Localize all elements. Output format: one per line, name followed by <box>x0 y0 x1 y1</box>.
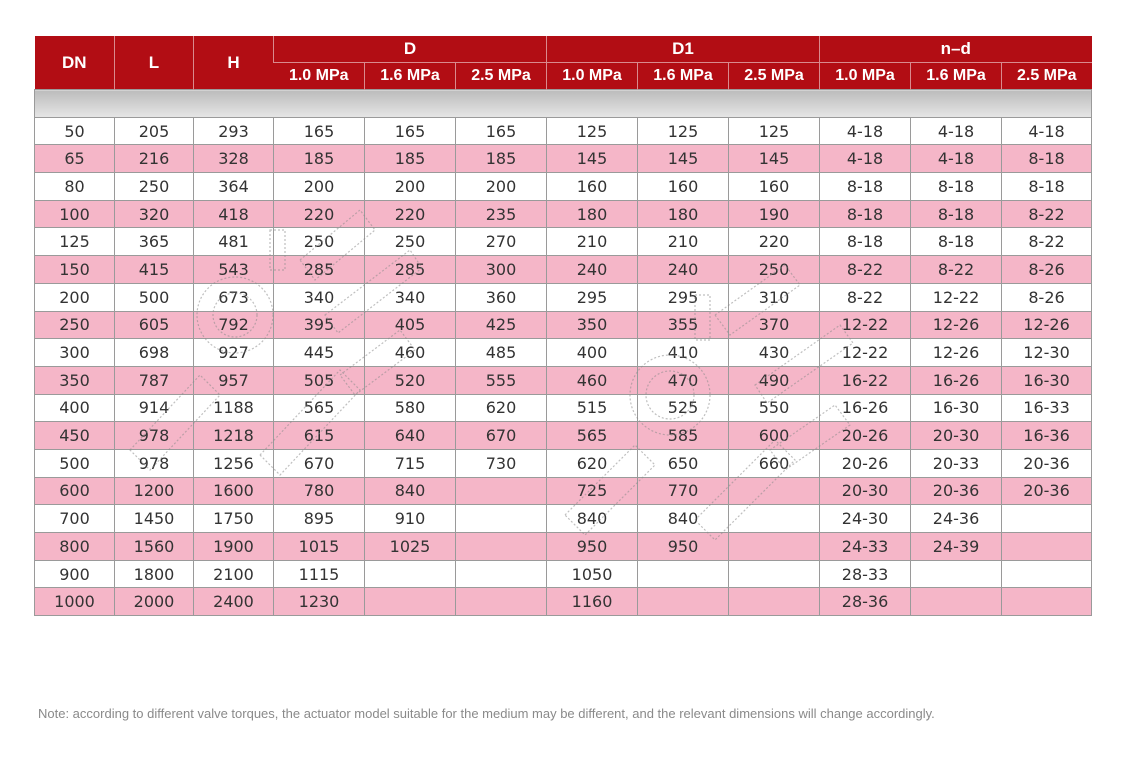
cell-d1-1-6: 585 <box>638 422 729 450</box>
cell-d1-1-0: 1050 <box>547 560 638 588</box>
footnote: Note: according to different valve torques, the actuator model suitable for the medium may be different, and the relevant dimensions will change accordingly. <box>38 706 935 721</box>
cell-d-1-0: 185 <box>274 145 365 173</box>
cell-d-1-0: 285 <box>274 256 365 284</box>
cell-dn: 100 <box>35 200 115 228</box>
cell-dn: 80 <box>35 173 115 201</box>
cell-d1-1-0: 725 <box>547 477 638 505</box>
cell-d1-1-0: 295 <box>547 283 638 311</box>
cell-l: 1560 <box>115 533 194 561</box>
cell-dn: 600 <box>35 477 115 505</box>
cell-h: 1256 <box>194 449 274 477</box>
cell-d-1-0: 165 <box>274 117 365 145</box>
header-nd-pressure: 1.0 MPa <box>820 63 911 90</box>
table-row <box>35 117 1092 145</box>
cell-nd-1-0: 16-26 <box>820 394 911 422</box>
table-row <box>35 366 1092 394</box>
header-shadow-divider <box>35 90 1092 118</box>
cell-h: 927 <box>194 339 274 367</box>
cell-h: 2100 <box>194 560 274 588</box>
cell-nd-2-5: 8-22 <box>1002 200 1092 228</box>
cell-nd-2-5: 20-36 <box>1002 449 1092 477</box>
cell-d1-2-5: 550 <box>729 394 820 422</box>
cell-h: 364 <box>194 173 274 201</box>
header-nd-pressure: 1.6 MPa <box>911 63 1002 90</box>
table-row <box>35 588 1092 616</box>
cell-nd-1-6: 20-30 <box>911 422 1002 450</box>
cell-h: 2400 <box>194 588 274 616</box>
cell-d-1-0: 445 <box>274 339 365 367</box>
header-d1-pressure: 1.6 MPa <box>638 63 729 90</box>
cell-d-1-6: 580 <box>365 394 456 422</box>
cell-d1-1-0: 125 <box>547 117 638 145</box>
cell-d-2-5: 185 <box>456 145 547 173</box>
cell-nd-1-6: 4-18 <box>911 145 1002 173</box>
cell-d1-1-0: 460 <box>547 366 638 394</box>
cell-d1-2-5: 145 <box>729 145 820 173</box>
cell-d-1-0: 780 <box>274 477 365 505</box>
cell-h: 792 <box>194 311 274 339</box>
cell-d1-1-0: 565 <box>547 422 638 450</box>
cell-dn: 50 <box>35 117 115 145</box>
table-row <box>35 228 1092 256</box>
cell-d1-2-5: 160 <box>729 173 820 201</box>
cell-d-2-5: 425 <box>456 311 547 339</box>
cell-d-1-0: 505 <box>274 366 365 394</box>
cell-d-1-6: 250 <box>365 228 456 256</box>
cell-l: 978 <box>115 449 194 477</box>
cell-nd-2-5: 16-30 <box>1002 366 1092 394</box>
cell-nd-1-6: 16-30 <box>911 394 1002 422</box>
header-d1-pressure: 2.5 MPa <box>729 63 820 90</box>
cell-d-1-6 <box>365 560 456 588</box>
cell-h: 1900 <box>194 533 274 561</box>
cell-d-1-6: 405 <box>365 311 456 339</box>
cell-nd-2-5: 8-18 <box>1002 173 1092 201</box>
cell-d1-1-6: 950 <box>638 533 729 561</box>
cell-d1-1-6: 180 <box>638 200 729 228</box>
header-nd-pressure: 2.5 MPa <box>1002 63 1092 90</box>
cell-h: 1218 <box>194 422 274 450</box>
header-dn: DN <box>35 36 115 90</box>
table-row <box>35 449 1092 477</box>
cell-d1-1-0: 145 <box>547 145 638 173</box>
cell-nd-1-6: 12-26 <box>911 339 1002 367</box>
cell-nd-1-0: 24-33 <box>820 533 911 561</box>
cell-l: 1200 <box>115 477 194 505</box>
cell-nd-1-6: 20-36 <box>911 477 1002 505</box>
cell-d-2-5: 620 <box>456 394 547 422</box>
cell-d-1-6: 460 <box>365 339 456 367</box>
cell-h: 673 <box>194 283 274 311</box>
cell-h: 293 <box>194 117 274 145</box>
cell-nd-2-5 <box>1002 533 1092 561</box>
cell-d-1-0: 340 <box>274 283 365 311</box>
header-d-pressure: 1.6 MPa <box>365 63 456 90</box>
cell-d-1-0: 615 <box>274 422 365 450</box>
cell-nd-1-6: 24-39 <box>911 533 1002 561</box>
cell-d-1-6: 285 <box>365 256 456 284</box>
cell-d-2-5: 360 <box>456 283 547 311</box>
cell-d-2-5: 555 <box>456 366 547 394</box>
cell-d1-2-5: 125 <box>729 117 820 145</box>
cell-nd-1-0: 16-22 <box>820 366 911 394</box>
cell-d1-1-0: 950 <box>547 533 638 561</box>
table-row <box>35 145 1092 173</box>
cell-dn: 700 <box>35 505 115 533</box>
cell-h: 328 <box>194 145 274 173</box>
cell-d-1-0: 1015 <box>274 533 365 561</box>
table-row <box>35 200 1092 228</box>
cell-dn: 1000 <box>35 588 115 616</box>
cell-d-1-0: 1115 <box>274 560 365 588</box>
header-d1-pressure: 1.0 MPa <box>547 63 638 90</box>
cell-d1-2-5 <box>729 588 820 616</box>
cell-dn: 900 <box>35 560 115 588</box>
cell-nd-1-0: 8-18 <box>820 173 911 201</box>
cell-nd-1-0: 28-36 <box>820 588 911 616</box>
cell-nd-1-0: 20-30 <box>820 477 911 505</box>
cell-nd-1-0: 8-18 <box>820 228 911 256</box>
cell-nd-1-6: 24-36 <box>911 505 1002 533</box>
cell-d1-1-6: 650 <box>638 449 729 477</box>
table-header <box>35 36 1092 90</box>
cell-d1-1-6: 410 <box>638 339 729 367</box>
cell-nd-1-0: 24-30 <box>820 505 911 533</box>
cell-l: 605 <box>115 311 194 339</box>
cell-h: 957 <box>194 366 274 394</box>
cell-nd-1-6: 8-22 <box>911 256 1002 284</box>
cell-nd-1-0: 8-22 <box>820 256 911 284</box>
cell-h: 1188 <box>194 394 274 422</box>
cell-d1-2-5: 490 <box>729 366 820 394</box>
cell-d1-1-6: 525 <box>638 394 729 422</box>
cell-d1-2-5: 310 <box>729 283 820 311</box>
cell-d-1-0: 395 <box>274 311 365 339</box>
cell-d1-1-6 <box>638 588 729 616</box>
cell-nd-2-5: 12-30 <box>1002 339 1092 367</box>
cell-d-1-6: 185 <box>365 145 456 173</box>
cell-d-2-5: 200 <box>456 173 547 201</box>
cell-nd-2-5 <box>1002 505 1092 533</box>
cell-d-2-5 <box>456 588 547 616</box>
cell-d-1-0: 220 <box>274 200 365 228</box>
cell-d1-1-0: 840 <box>547 505 638 533</box>
cell-d1-1-6: 210 <box>638 228 729 256</box>
cell-d1-1-6: 770 <box>638 477 729 505</box>
table-row <box>35 560 1092 588</box>
cell-d-2-5: 300 <box>456 256 547 284</box>
cell-d1-1-0: 400 <box>547 339 638 367</box>
cell-d1-2-5 <box>729 505 820 533</box>
cell-l: 978 <box>115 422 194 450</box>
cell-h: 1750 <box>194 505 274 533</box>
cell-d1-1-0: 1160 <box>547 588 638 616</box>
cell-d1-1-6: 145 <box>638 145 729 173</box>
table-row <box>35 422 1092 450</box>
cell-dn: 450 <box>35 422 115 450</box>
cell-d-2-5: 730 <box>456 449 547 477</box>
cell-d1-1-0: 180 <box>547 200 638 228</box>
table-row <box>35 477 1092 505</box>
cell-d1-1-6: 240 <box>638 256 729 284</box>
cell-nd-2-5: 8-26 <box>1002 256 1092 284</box>
cell-l: 914 <box>115 394 194 422</box>
cell-d-1-6 <box>365 588 456 616</box>
cell-d1-2-5 <box>729 477 820 505</box>
cell-d-1-6: 165 <box>365 117 456 145</box>
cell-d1-2-5: 600 <box>729 422 820 450</box>
table-row <box>35 256 1092 284</box>
header-l: L <box>115 36 194 90</box>
cell-d-1-0: 895 <box>274 505 365 533</box>
header-group-d1: D1 <box>547 36 820 63</box>
cell-d1-1-0: 350 <box>547 311 638 339</box>
cell-l: 216 <box>115 145 194 173</box>
cell-l: 787 <box>115 366 194 394</box>
cell-nd-1-0: 12-22 <box>820 339 911 367</box>
cell-dn: 150 <box>35 256 115 284</box>
cell-nd-2-5: 12-26 <box>1002 311 1092 339</box>
cell-dn: 300 <box>35 339 115 367</box>
cell-dn: 400 <box>35 394 115 422</box>
header-d-pressure: 1.0 MPa <box>274 63 365 90</box>
cell-d1-1-0: 210 <box>547 228 638 256</box>
cell-l: 320 <box>115 200 194 228</box>
cell-nd-1-6: 12-22 <box>911 283 1002 311</box>
cell-d-2-5: 485 <box>456 339 547 367</box>
cell-d-1-0: 250 <box>274 228 365 256</box>
cell-d1-2-5: 220 <box>729 228 820 256</box>
header-group-nd: n–d <box>820 36 1092 63</box>
cell-d1-1-6: 125 <box>638 117 729 145</box>
cell-d-1-6: 910 <box>365 505 456 533</box>
cell-d-1-0: 200 <box>274 173 365 201</box>
cell-dn: 125 <box>35 228 115 256</box>
cell-l: 415 <box>115 256 194 284</box>
table-row <box>35 505 1092 533</box>
cell-d1-1-0: 620 <box>547 449 638 477</box>
cell-nd-1-0: 4-18 <box>820 117 911 145</box>
cell-d-2-5: 235 <box>456 200 547 228</box>
cell-dn: 250 <box>35 311 115 339</box>
cell-nd-1-0: 12-22 <box>820 311 911 339</box>
cell-nd-2-5: 4-18 <box>1002 117 1092 145</box>
cell-l: 500 <box>115 283 194 311</box>
cell-nd-1-0: 8-18 <box>820 200 911 228</box>
cell-d1-1-0: 240 <box>547 256 638 284</box>
cell-h: 481 <box>194 228 274 256</box>
cell-nd-1-6: 4-18 <box>911 117 1002 145</box>
cell-d1-1-6: 840 <box>638 505 729 533</box>
cell-d-1-6: 340 <box>365 283 456 311</box>
cell-d-1-0: 565 <box>274 394 365 422</box>
cell-l: 205 <box>115 117 194 145</box>
header-group-d: D <box>274 36 547 63</box>
cell-d-2-5 <box>456 533 547 561</box>
table-row <box>35 311 1092 339</box>
cell-d-1-6: 220 <box>365 200 456 228</box>
table-row <box>35 283 1092 311</box>
cell-h: 1600 <box>194 477 274 505</box>
cell-nd-1-0: 8-22 <box>820 283 911 311</box>
cell-dn: 200 <box>35 283 115 311</box>
cell-d-1-6: 520 <box>365 366 456 394</box>
cell-d-2-5 <box>456 477 547 505</box>
cell-nd-1-6: 8-18 <box>911 200 1002 228</box>
cell-d1-1-0: 160 <box>547 173 638 201</box>
cell-d1-1-6: 355 <box>638 311 729 339</box>
cell-d-1-0: 1230 <box>274 588 365 616</box>
cell-d1-2-5: 660 <box>729 449 820 477</box>
cell-d1-1-6 <box>638 560 729 588</box>
cell-d1-2-5: 430 <box>729 339 820 367</box>
cell-nd-1-0: 20-26 <box>820 422 911 450</box>
table-body <box>35 90 1092 616</box>
cell-nd-2-5: 8-18 <box>1002 145 1092 173</box>
cell-d-2-5 <box>456 505 547 533</box>
cell-dn: 500 <box>35 449 115 477</box>
cell-d-2-5: 670 <box>456 422 547 450</box>
cell-nd-2-5 <box>1002 560 1092 588</box>
cell-dn: 65 <box>35 145 115 173</box>
cell-d-1-6: 200 <box>365 173 456 201</box>
cell-nd-1-6: 8-18 <box>911 173 1002 201</box>
table-row <box>35 173 1092 201</box>
cell-l: 365 <box>115 228 194 256</box>
cell-d-2-5 <box>456 560 547 588</box>
cell-d1-1-0: 515 <box>547 394 638 422</box>
cell-dn: 350 <box>35 366 115 394</box>
cell-h: 543 <box>194 256 274 284</box>
cell-d-2-5: 270 <box>456 228 547 256</box>
cell-nd-1-0: 4-18 <box>820 145 911 173</box>
cell-d1-2-5 <box>729 560 820 588</box>
cell-d-1-6: 840 <box>365 477 456 505</box>
cell-nd-2-5: 16-33 <box>1002 394 1092 422</box>
cell-nd-1-0: 28-33 <box>820 560 911 588</box>
cell-d1-2-5 <box>729 533 820 561</box>
cell-d1-2-5: 190 <box>729 200 820 228</box>
cell-d1-1-6: 470 <box>638 366 729 394</box>
cell-d1-1-6: 295 <box>638 283 729 311</box>
cell-h: 418 <box>194 200 274 228</box>
cell-d-2-5: 165 <box>456 117 547 145</box>
cell-nd-1-6: 8-18 <box>911 228 1002 256</box>
cell-d1-2-5: 370 <box>729 311 820 339</box>
table-row <box>35 394 1092 422</box>
cell-dn: 800 <box>35 533 115 561</box>
cell-d-1-6: 715 <box>365 449 456 477</box>
table-row <box>35 533 1092 561</box>
cell-l: 1800 <box>115 560 194 588</box>
cell-nd-2-5: 20-36 <box>1002 477 1092 505</box>
cell-d-1-0: 670 <box>274 449 365 477</box>
cell-nd-2-5: 16-36 <box>1002 422 1092 450</box>
cell-nd-2-5: 8-22 <box>1002 228 1092 256</box>
cell-nd-2-5: 8-26 <box>1002 283 1092 311</box>
dimension-table <box>34 36 1092 616</box>
cell-nd-1-0: 20-26 <box>820 449 911 477</box>
cell-nd-1-6: 20-33 <box>911 449 1002 477</box>
header-d-pressure: 2.5 MPa <box>456 63 547 90</box>
cell-l: 250 <box>115 173 194 201</box>
cell-l: 698 <box>115 339 194 367</box>
cell-nd-1-6: 12-26 <box>911 311 1002 339</box>
table-row <box>35 339 1092 367</box>
cell-d-1-6: 640 <box>365 422 456 450</box>
cell-nd-2-5 <box>1002 588 1092 616</box>
cell-l: 1450 <box>115 505 194 533</box>
cell-nd-1-6 <box>911 560 1002 588</box>
cell-d-1-6: 1025 <box>365 533 456 561</box>
cell-l: 2000 <box>115 588 194 616</box>
cell-nd-1-6 <box>911 588 1002 616</box>
cell-d1-1-6: 160 <box>638 173 729 201</box>
cell-nd-1-6: 16-26 <box>911 366 1002 394</box>
cell-d1-2-5: 250 <box>729 256 820 284</box>
header-h: H <box>194 36 274 90</box>
